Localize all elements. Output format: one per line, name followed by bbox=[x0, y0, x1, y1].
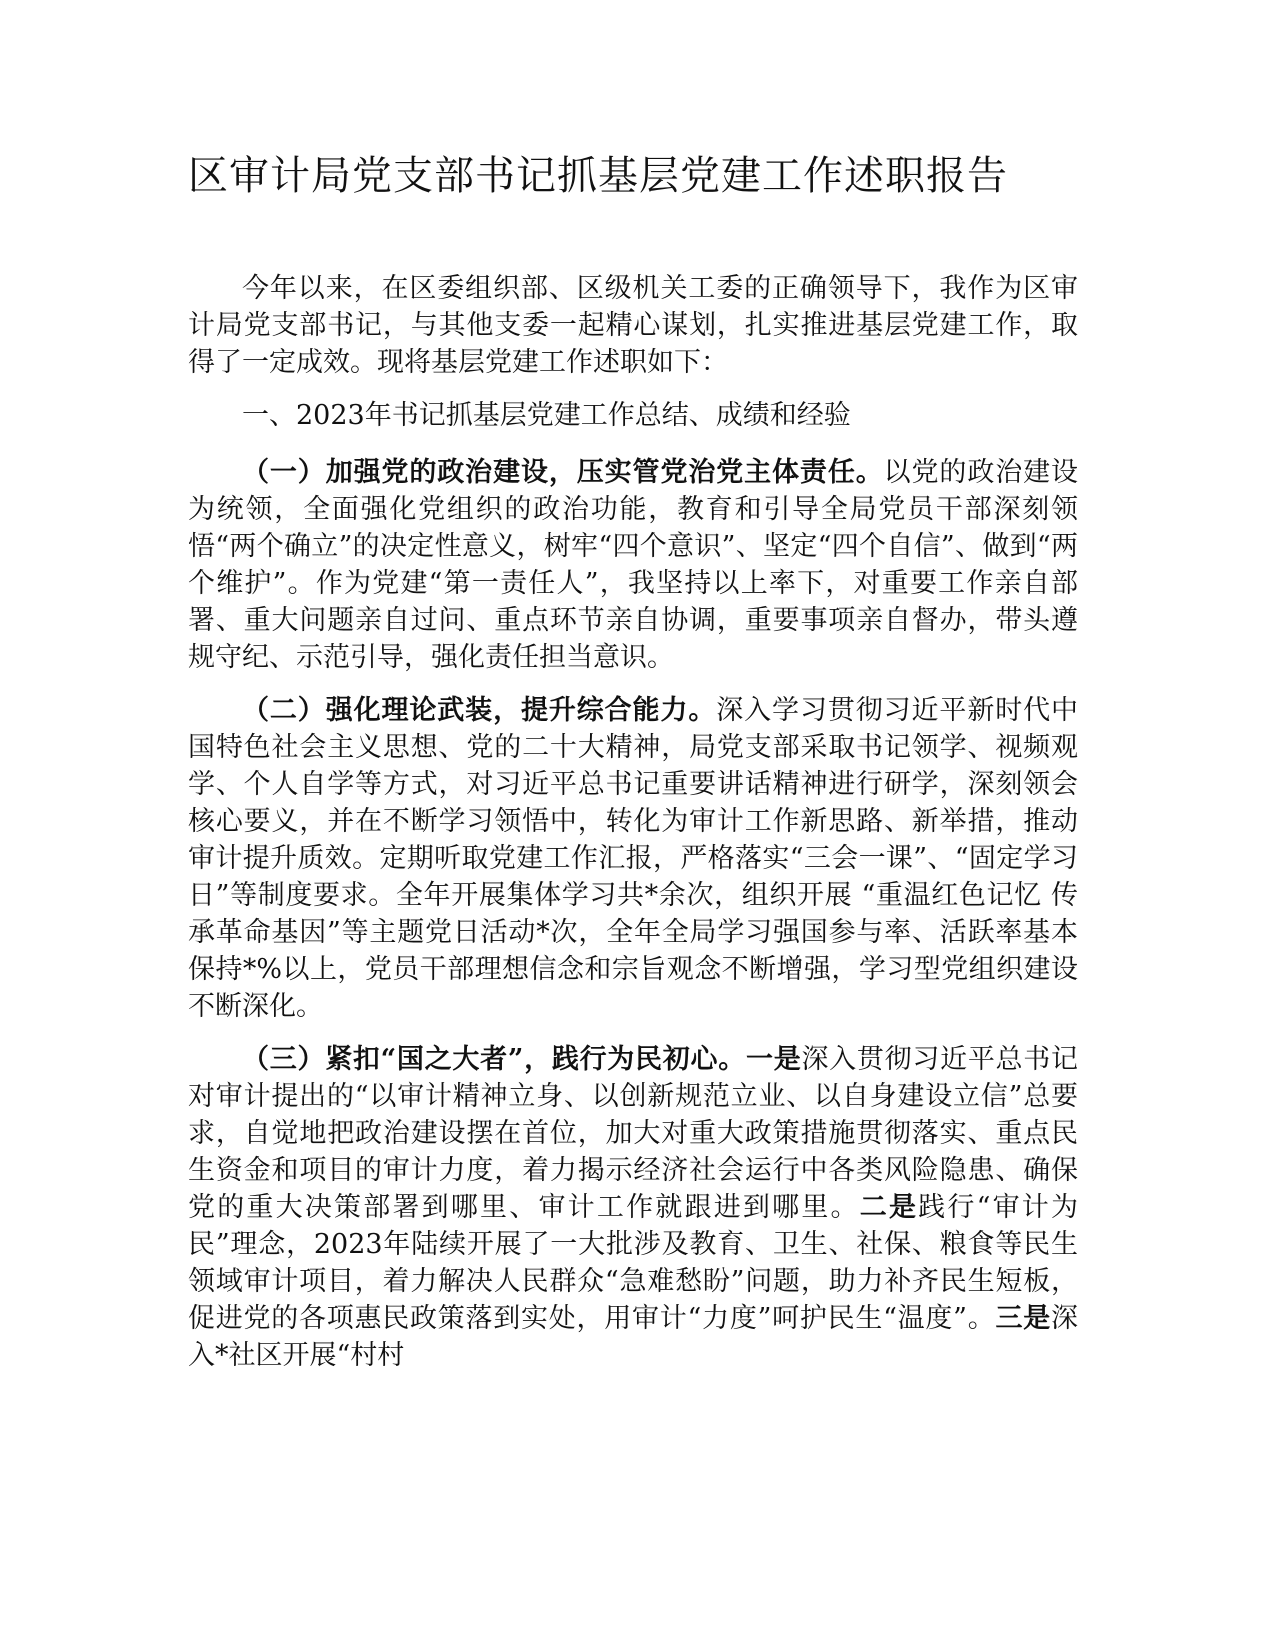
item-1-paragraph bbox=[188, 454, 1078, 676]
item-3-paragraph bbox=[188, 1041, 1078, 1374]
item-2-lead: （二）强化理论武装，提升综合能力。 bbox=[242, 695, 717, 726]
document-body bbox=[188, 270, 1078, 1390]
item-3-mark-3: 三是 bbox=[995, 1303, 1052, 1334]
item-3-text-3: 深入*社区开展“村村 bbox=[188, 1303, 1079, 1371]
item-3-mark-2: 二是 bbox=[859, 1192, 919, 1223]
document-title: 区审计局党支部书记抓基层党建工作述职报告 bbox=[188, 153, 1008, 199]
item-3-lead: （三）紧扣“国之大者”，践行为民初心。 bbox=[242, 1044, 746, 1075]
item-1-lead: （一）加强党的政治建设，压实管党治党主体责任。 bbox=[242, 457, 884, 488]
item-1-text: 以党的政治建设为统领，全面强化党组织的政治功能，教育和引导全局党员干部深刻领悟“两个确立”的决定性意义，树牢“四个意识”、坚定“四个自信”、做到“两个维护”。作为党建“第一责任人”，我坚持以上率下，对重要工作亲自部署、重大问题亲自过问、重点环节亲自协调，重要事项亲自督办，带头遵规守纪、示范引导，强化责任担当意识。 bbox=[188, 457, 1079, 673]
section-heading: 一、2023年书记抓基层党建工作总结、成绩和经验 bbox=[242, 400, 851, 431]
intro-paragraph: 今年以来，在区委组织部、区级机关工委的正确领导下，我作为区审计局党支部书记，与其他支委一起精心谋划，扎实推进基层党建工作，取得了一定成效。现将基层党建工作述职如下： bbox=[188, 273, 1078, 378]
item-3-text-2: 践行“审计为民”理念，2023年陆续开展了一大批涉及教育、卫生、社保、粮食等民生领域审计项目，着力解决人民群众“急难愁盼”问题，助力补齐民生短板，促进党的各项惠民政策落到实处，用审计“力度”呵护民生“温度”。 bbox=[188, 1192, 1079, 1334]
item-3-mark-1: 一是 bbox=[745, 1044, 802, 1075]
item-2-text: 深入学习贯彻习近平新时代中国特色社会主义思想、党的二十大精神，局党支部采取书记领学、视频观学、个人自学等方式，对习近平总书记重要讲话精神进行研学，深刻领会核心要义，并在不断学习领悟中，转化为审计工作新思路、新举措，推动审计提升质效。定期听取党建工作汇报，严格落实“三会一课”、“固定学习日”等制度要求。全年开展集体学习共*余次，组织开展 “重温红色记忆 传承革命基因”等主题党日活动*次，全年全局学习强国参与率、活跃率基本保持*%以上，党员干部理想信念和宗旨观念不断增强，学习型党组织建设不断深化。 bbox=[188, 695, 1079, 1022]
item-3-text-1: 深入贯彻习近平总书记对审计提出的“以审计精神立身、以创新规范立业、以自身建设立信”总要求，自觉地把政治建设摆在首位，加大对重大政策措施贯彻落实、重点民生资金和项目的审计力度，着力揭示经济社会运行中各类风险隐患、确保党的重大决策部署到哪里、审计工作就跟进到哪里。 bbox=[188, 1044, 1079, 1223]
item-2-paragraph bbox=[188, 692, 1078, 1025]
